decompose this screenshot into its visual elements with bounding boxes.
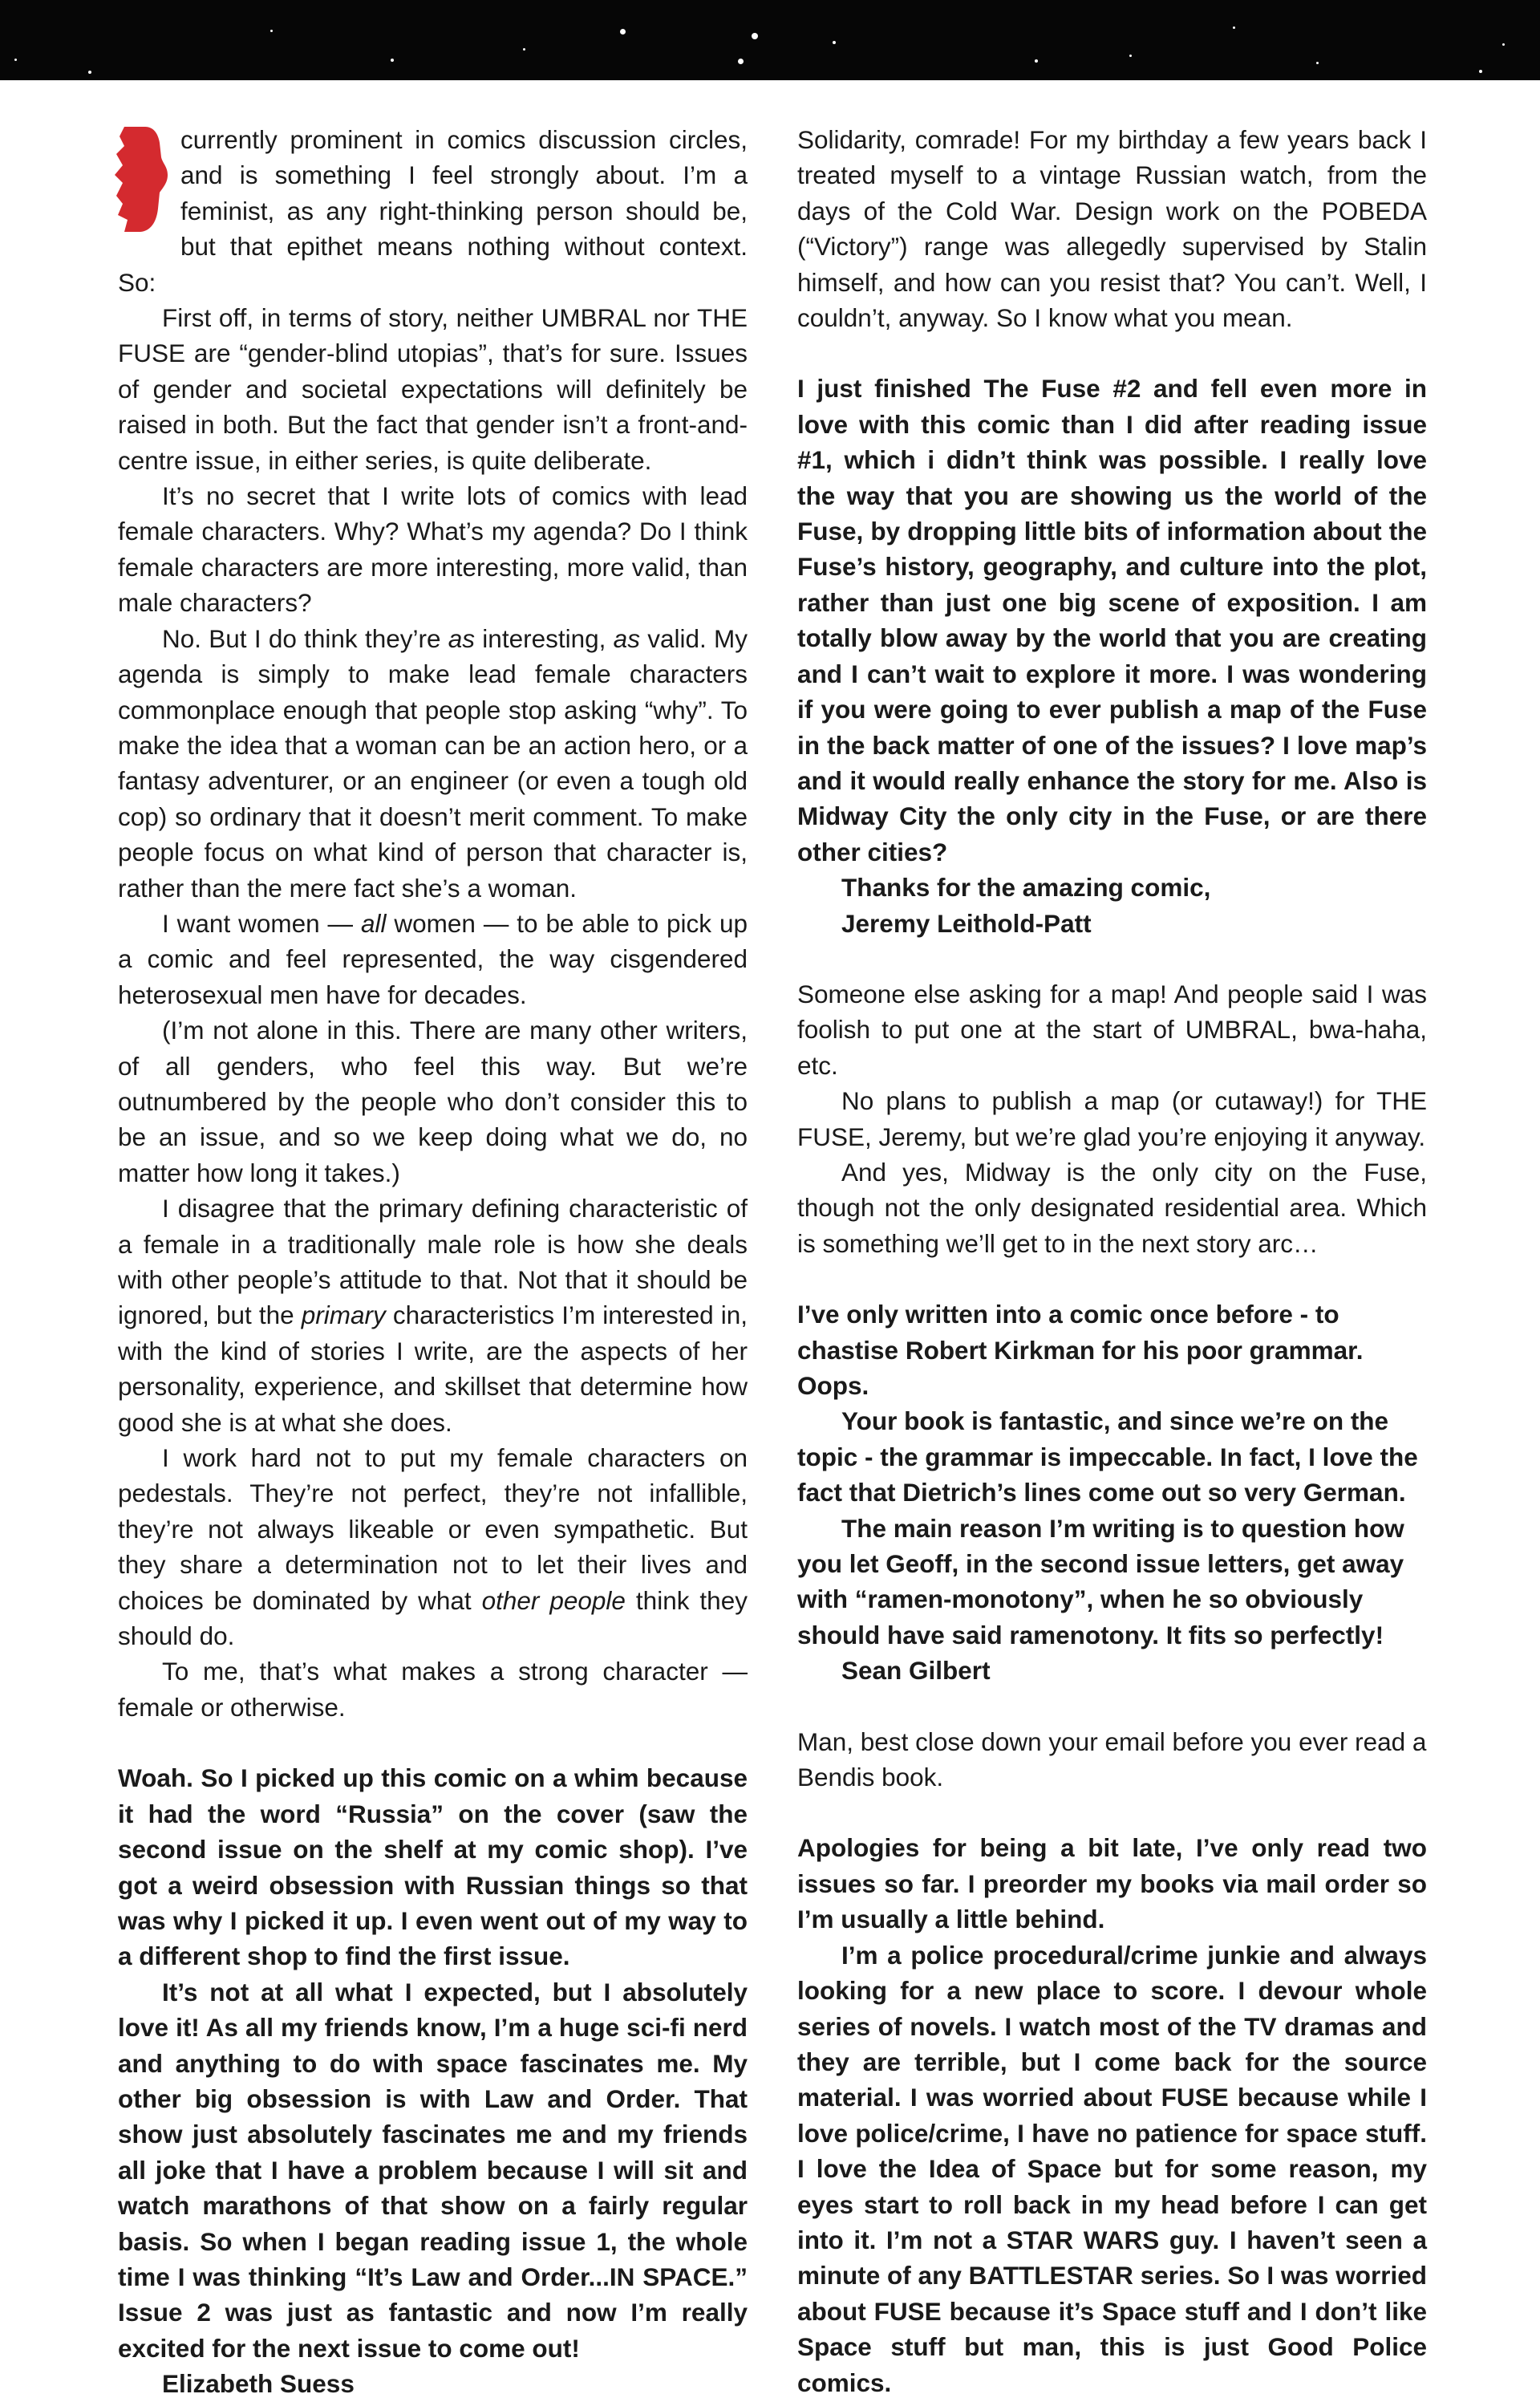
letter-signature: Jeremy Leithold-Patt — [841, 908, 1092, 938]
star — [752, 33, 758, 39]
letter-paragraph: Apologies for being a bit late, I’ve only read two issues so far. I preorder my books via mail order so I’m usually a little behind. — [797, 1833, 1427, 1934]
reply-paragraph: Someone else asking for a map! And people said I was foolish to put one at the start of UMBRAL, bwa-haha, etc. — [797, 979, 1427, 1080]
reply-paragraph — [118, 1440, 748, 1653]
text-run: think they should do. — [118, 1585, 748, 1651]
text-run: characteristics I’m interested in, with the kind of stories I write, are the aspects of her personality, experience, and skillset that determine how good she is at what she does. — [118, 1300, 748, 1437]
reply-paragraph: First off, in terms of story, neither UMBRAL nor THE FUSE are “gender-blind utopias”, that’s for sure. Issues of gender and societal expectations will definitely be raised in both. But the fact that gender isn’t a front-and-centre issue, in either series, is quite deliberate. — [118, 303, 748, 475]
letter-paragraph: I’m a police procedural/crime junkie and always looking for a new place to score. I devour whole series of novels. I watch most of the TV dramas and they are terrible, but I come back for the source material. I was worried about FUSE because while I love police/crime, I have no patience for space stuff. I love the Idea of Space but for some reason, my eyes start to roll back in my head before I can get into it. I’m not a STAR WARS guy. I haven’t seen a minute of any BATTLESTAR series. So I was worried about FUSE because it’s Space stuff and I don’t like Space stuff but man, this is just Good Police comics. — [797, 1940, 1427, 2397]
star — [523, 48, 525, 51]
reply-paragraph: Man, best close down your email before you ever read a Bendis book. — [797, 1726, 1427, 1792]
text-run: I disagree that the primary defining characteristic of a female in a traditionally male role is how she deals with other people’s attitude to that. Not that it should be ignored, but the — [118, 1194, 748, 1330]
reply-paragraph: And yes, Midway is the only city on the Fuse, though not the only designated residential area. Which is something we’ll get to in the next story arc… — [797, 1157, 1427, 1258]
reply-paragraph: It’s no secret that I write lots of comics with lead female characters. Why? What’s my agenda? Do I think female characters are more interesting, more valid, than male characters? — [118, 481, 748, 618]
star — [833, 41, 836, 44]
spacer — [797, 941, 1427, 976]
emphasis: primary — [301, 1300, 386, 1330]
reply-paragraph: (I’m not alone in this. There are many other writers, of all genders, who feel this way. But we’re outnumbered by the people who don’t consider this to be an issue, and so we keep doing what we do, no matter how long it takes.) — [118, 1016, 748, 1187]
letter-closing: Thanks for the amazing comic, — [841, 873, 1211, 903]
reply-paragraph: Solidarity, comrade! For my birthday a few years back I treated myself to a vintage Russian watch, from the days of the Cold War. Design work on the POBEDA (“Victory”) range was allegedly supervised by Stalin himself, and how can you resist that? You can’t. Well, I couldn’t, anyway. So I know what you mean. — [797, 125, 1427, 333]
letter-signature: Sean Gilbert — [841, 1656, 991, 1686]
star — [1129, 55, 1132, 57]
emphasis: as — [448, 623, 476, 653]
star — [1316, 62, 1319, 64]
spacer — [797, 1795, 1427, 1830]
star — [738, 59, 744, 64]
letter-signature: Elizabeth Suess — [162, 2369, 355, 2399]
star — [1233, 26, 1235, 29]
star — [1035, 59, 1038, 63]
reply-paragraph — [118, 621, 748, 906]
star — [270, 30, 273, 32]
spacer — [797, 1261, 1427, 1296]
letter-paragraph: I just finished The Fuse #2 and fell even more in love with this comic than I did after reading issue #1, which i didn’t think was possible. I really love the way that you are showing us the world of the Fuse, by dropping little bits of information about the Fuse’s history, geography, and culture into the plot, rather than just one big scene of exposition. I am totally blow away by the world that you are creating and I can’t wait to explore it more. I was wondering if you were going to ever publish a map of the Fuse in the back matter of one of the issues? I love map’s and it would really enhance the story for me. Also is Midway City the only city in the Fuse, or are there other cities? — [797, 374, 1427, 866]
text-run: women — to be able to pick up a comic and feel represented, the way cisgendered heterosexual men have for decades. — [118, 908, 748, 1009]
reply-paragraph — [118, 906, 748, 1012]
spacer — [797, 1689, 1427, 1724]
emphasis: as — [613, 623, 640, 653]
letter-paragraph: Your book is fantastic, and since we’re on the topic - the grammar is impeccable. In fact, I love the fact that Dietrich’s lines come out so very German. — [797, 1406, 1418, 1507]
reply-paragraph — [118, 1191, 748, 1440]
letter-paragraph: It’s not at all what I expected, but I absolutely love it! As all my friends know, I’m a huge sci-fi nerd and anything to do with space fascinates me. My other big obsession is with Law and Order. That show just absolutely fascinates me and my friends all joke that I have a problem because I will sit and watch marathons of that show on a fairly regular basis. So when I began reading issue 1, the whole time I was thinking “It’s Law and Order...IN SPACE.” Issue 2 was just as fantastic and now I’m really excited for the next issue to come out! — [118, 1977, 748, 2363]
star — [88, 71, 91, 74]
emphasis: other people — [481, 1585, 626, 1615]
star — [14, 59, 17, 61]
text-run: interesting, — [475, 623, 614, 653]
spacer — [797, 335, 1427, 371]
star — [620, 29, 626, 34]
text-run: I want women — — [162, 908, 361, 938]
intro-text: currently prominent in comics discussion circles, and is something I feel strongly about. I’m a feminist, as any right-thinking person should be, but that epithet means nothing without context. So: — [118, 125, 748, 297]
starfield-banner — [0, 0, 1540, 80]
spacer — [118, 1725, 748, 1760]
letter-paragraph: The main reason I’m writing is to question how you let Geoff, in the second issue letters, get away with “ramen-monotony”, when he so obviously should have said ramenotony. It fits so perfectly! — [797, 1513, 1404, 1649]
letter-paragraph: I’ve only written into a comic once before - to chastise Robert Kirkman for his poor grammar. Oops. — [797, 1300, 1364, 1400]
right-column — [797, 122, 1427, 2400]
text-run: valid. My agenda is simply to make lead female characters commonplace enough that people stop asking “why”. To make the idea that a woman can be an action hero, or a fantasy adventurer, or an engineer (or even a tough old cop) so ordinary that it doesn’t merit comment. To make people focus on what kind of person that character is, rather than the mere fact she’s a woman. — [118, 623, 748, 903]
reply-paragraph: No plans to publish a map (or cutaway!) for THE FUSE, Jeremy, but we’re glad you’re enjoying it anyway. — [797, 1086, 1427, 1151]
left-column — [118, 122, 748, 2402]
drop-cap-glyph — [113, 125, 169, 233]
emphasis: all — [360, 908, 387, 938]
star — [391, 59, 394, 62]
text-run: No. But I do think they’re — [162, 623, 448, 653]
reply-intro-paragraph — [118, 122, 748, 300]
text-run: I work hard not to put my female characters on pedestals. They’re not perfect, they’re not infallible, they’re not always likeable or even sympathetic. But they share a determination not to let their lives and choices be dominated by what — [118, 1443, 748, 1615]
reply-paragraph: To me, that’s what makes a strong character — female or otherwise. — [118, 1657, 748, 1722]
letter-paragraph: Woah. So I picked up this comic on a whim because it had the word “Russia” on the cover (saw the second issue on the shelf at my comic shop). I’ve got a weird obsession with Russian things so that was why I picked it up. I even went out of my way to a different shop to find the first issue. — [118, 1763, 748, 1971]
star — [1479, 70, 1482, 73]
star — [1502, 43, 1505, 46]
